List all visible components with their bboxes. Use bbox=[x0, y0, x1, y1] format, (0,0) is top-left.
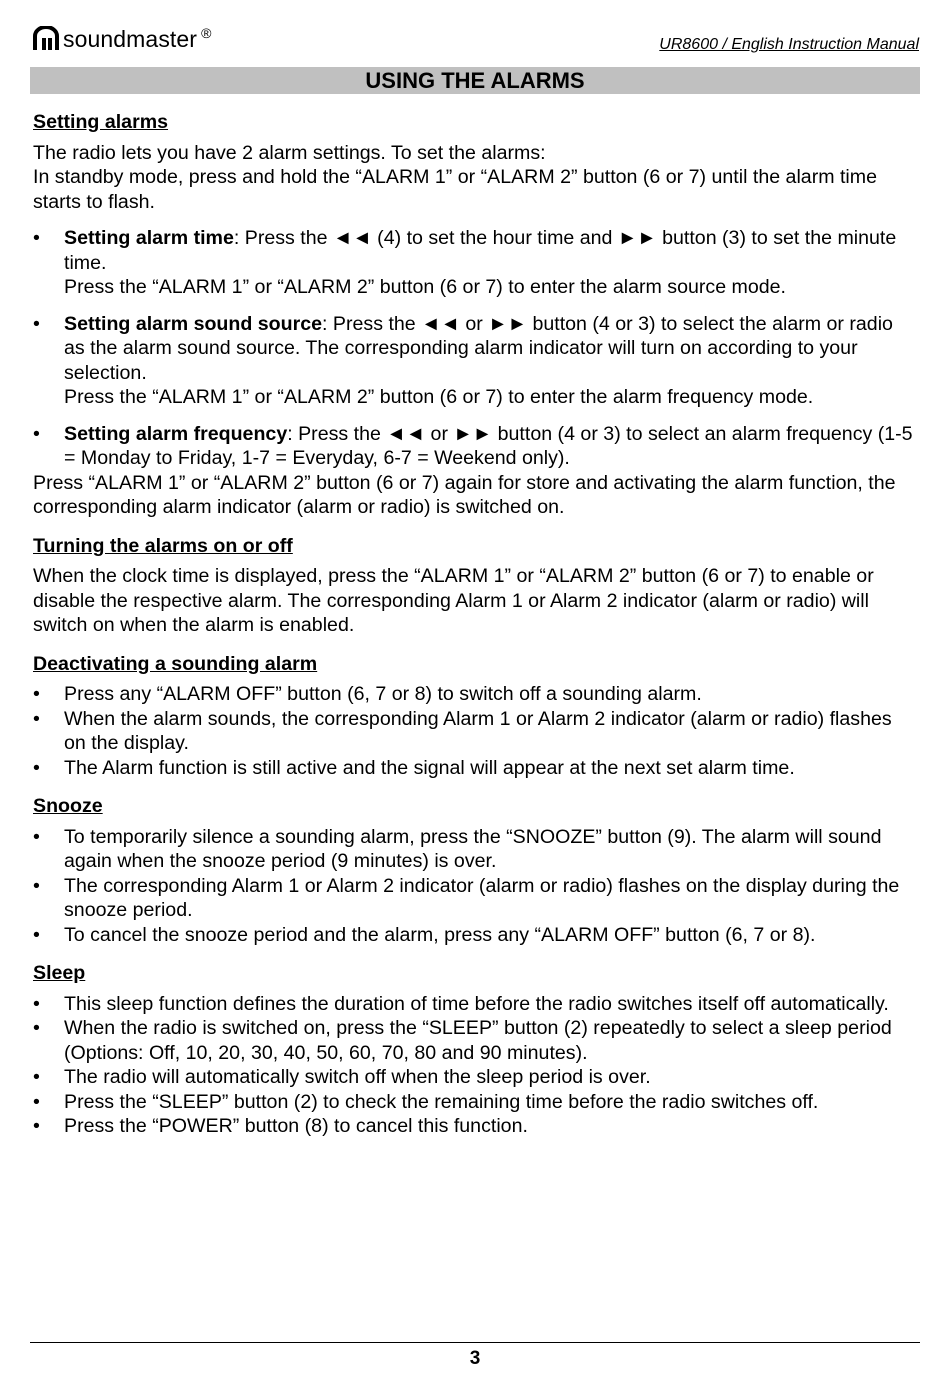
list-item: • The corresponding Alarm 1 or Alarm 2 indicator (alarm or radio) flashes on the display during the snooze period. bbox=[33, 874, 917, 923]
list-item: • Press the “POWER” button (8) to cancel this function. bbox=[33, 1114, 917, 1139]
bullet-list bbox=[33, 226, 917, 471]
page-number: 3 bbox=[469, 1348, 481, 1369]
bullet-list bbox=[33, 825, 917, 948]
list-item: • This sleep function defines the duration of time before the radio switches itself off automatically. bbox=[33, 992, 917, 1017]
list-item bbox=[33, 422, 917, 471]
bullet-text: : Press the ◄◄ or ►► button (4 or 3) to select the alarm or radio as the alarm sound source. The corresponding alarm indicator will turn on according to your selection. bbox=[64, 312, 893, 384]
section-heading: Setting alarms bbox=[33, 111, 169, 133]
bullet-term: Setting alarm frequency bbox=[64, 422, 288, 445]
bullet-text: : Press the ◄◄ (4) to set the hour time and ►► button (3) to set the minute time. bbox=[64, 227, 897, 274]
section-snooze bbox=[33, 794, 917, 947]
page-title: USING THE ALARMS bbox=[30, 67, 920, 94]
list-item: • To cancel the snooze period and the alarm, press any “ALARM OFF” button (6, 7 or 8). bbox=[33, 923, 917, 948]
list-item bbox=[33, 226, 917, 300]
registered-mark: ® bbox=[201, 25, 212, 41]
list-item: • When the radio is switched on, press the “SLEEP” button (2) repeatedly to select a sleep period (Options: Off, 10, 20, 30, 40, 50, 60, 70, 80 and 90 minutes). bbox=[33, 1016, 917, 1065]
bullet-list bbox=[33, 682, 917, 780]
document-body bbox=[33, 110, 917, 1139]
page-header bbox=[32, 24, 919, 60]
paragraph: When the clock time is displayed, press the “ALARM 1” or “ALARM 2” button (6 or 7) to enable or disable the respective alarm. The corresponding Alarm 1 or Alarm 2 indicator (alarm or radio) will switch on when the alarm is enabled. bbox=[33, 565, 874, 636]
bullet-text: : Press the ◄◄ or ►► button (4 or 3) to select an alarm frequency (1-5 = Monday to Friday, 1-7 = Everyday, 6-7 = Weekend only). bbox=[64, 422, 913, 469]
brand-name: soundmaster bbox=[63, 26, 198, 52]
manual-reference: UR8600 / English Instruction Manual bbox=[659, 36, 919, 53]
list-item: • Press the “SLEEP” button (2) to check the remaining time before the radio switches off. bbox=[33, 1090, 917, 1115]
paragraph: Press “ALARM 1” or “ALARM 2” button (6 or 7) again for store and activating the alarm function, the corresponding alarm indicator (alarm or radio) is switched on. bbox=[33, 471, 896, 518]
brand-logo bbox=[32, 26, 211, 52]
bullet-term: Setting alarm sound source bbox=[64, 312, 323, 335]
bullet-extra: Press the “ALARM 1” or “ALARM 2” button (6 or 7) to enter the alarm frequency mode. bbox=[64, 386, 814, 408]
bullet-term: Setting alarm time bbox=[64, 227, 234, 249]
section-sleep bbox=[33, 961, 917, 1139]
list-item: • To temporarily silence a sounding alarm, press the “SNOOZE” button (9). The alarm will sound again when the snooze period (9 minutes) is over. bbox=[33, 825, 917, 874]
section-turning-alarms bbox=[33, 534, 917, 638]
paragraph: The radio lets you have 2 alarm settings. To set the alarms: bbox=[33, 141, 546, 164]
soundmaster-logo-icon bbox=[32, 26, 60, 52]
list-item: • The radio will automatically switch off when the sleep period is over. bbox=[33, 1065, 917, 1090]
section-setting-alarms bbox=[33, 110, 917, 520]
list-item: • Press any “ALARM OFF” button (6, 7 or 8) to switch off a sounding alarm. bbox=[33, 682, 917, 707]
section-heading: Turning the alarms on or off bbox=[33, 534, 293, 557]
section-heading: Snooze bbox=[33, 795, 103, 817]
bullet-list bbox=[33, 992, 917, 1139]
section-heading: Deactivating a sounding alarm bbox=[33, 652, 318, 675]
bullet-extra: Press the “ALARM 1” or “ALARM 2” button (6 or 7) to enter the alarm source mode. bbox=[64, 276, 786, 298]
list-item bbox=[33, 312, 917, 410]
section-deactivating bbox=[33, 652, 917, 781]
footer-divider bbox=[30, 1342, 920, 1343]
paragraph: In standby mode, press and hold the “ALARM 1” or “ALARM 2” button (6 or 7) until the alarm time starts to flash. bbox=[33, 166, 878, 213]
section-heading: Sleep bbox=[33, 962, 86, 984]
list-item: • The Alarm function is still active and the signal will appear at the next set alarm time. bbox=[33, 756, 917, 781]
list-item: • When the alarm sounds, the corresponding Alarm 1 or Alarm 2 indicator (alarm or radio) flashes on the display. bbox=[33, 707, 917, 756]
